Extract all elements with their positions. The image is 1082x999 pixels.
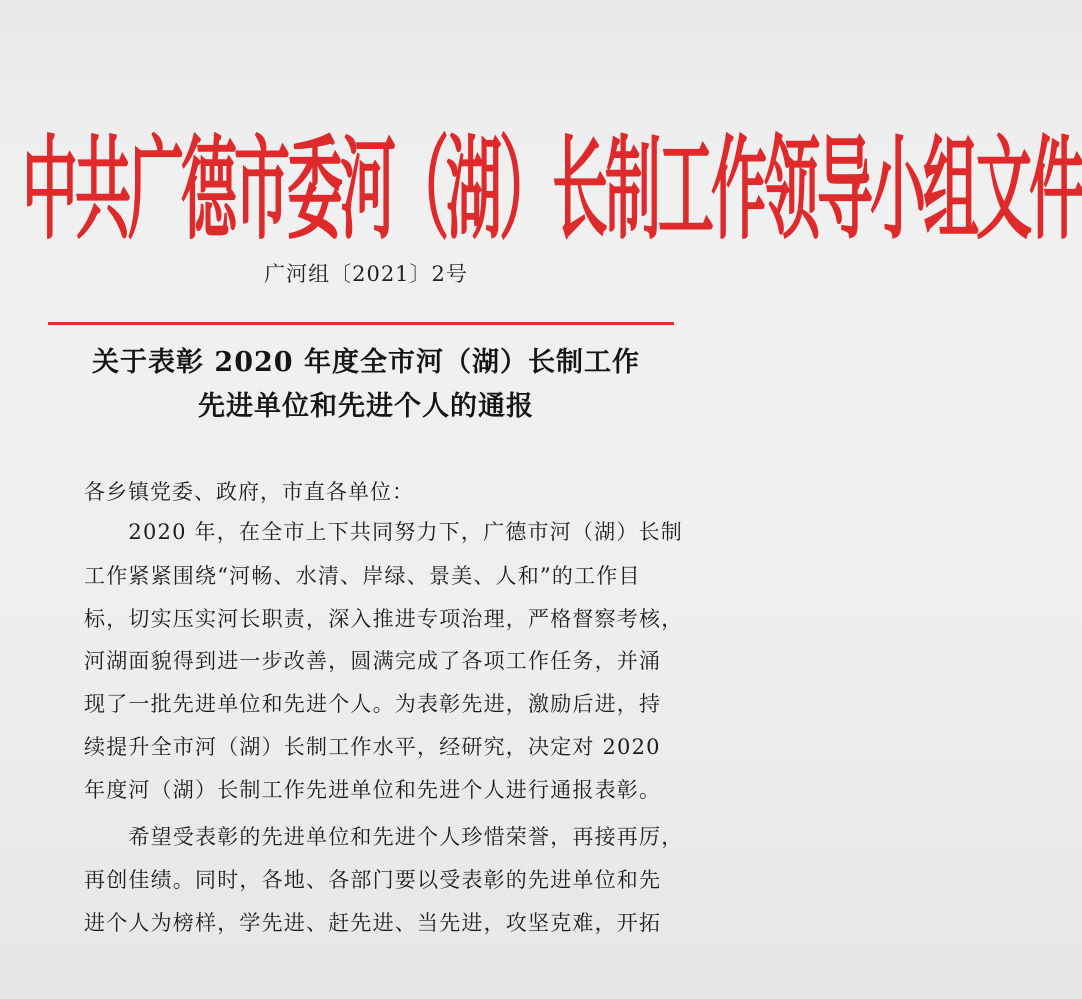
body-line: 进个人为榜样，学先进、赶先进、当先进，攻坚克难，开拓: [84, 911, 662, 935]
document-number: 广河组〔2021〕2号: [264, 262, 468, 286]
issuing-authority-header: 中共广德市委河（湖）长制工作领导小组文件: [22, 126, 1082, 256]
body-line: 年度河（湖）长制工作先进单位和先进个人进行通报表彰。: [84, 778, 662, 802]
notice-title-line-1: 关于表彰 2020 年度全市河（湖）长制工作: [92, 347, 640, 378]
body-line: 标，切实压实河长职责，深入推进专项治理，严格督察考核，: [84, 607, 684, 631]
body-line: 希望受表彰的先进单位和先进个人珍惜荣誉，再接再厉，: [84, 825, 684, 849]
body-line: 2020 年，在全市上下共同努力下，广德市河（湖）长制: [84, 520, 683, 544]
salutation: 各乡镇党委、政府，市直各单位：: [84, 480, 414, 504]
body-line: 现了一批先进单位和先进个人。为表彰先进，激励后进，持: [84, 692, 662, 716]
body-line: 续提升全市河（湖）长制工作水平，经研究，决定对 2020: [84, 735, 661, 759]
body-line: 再创佳绩。同时，各地、各部门要以受表彰的先进单位和先: [84, 868, 662, 892]
notice-title-line-2: 先进单位和先进个人的通报: [198, 391, 534, 422]
red-divider-line: [48, 322, 674, 325]
body-line: 工作紧紧围绕“河畅、水清、岸绿、景美、人和”的工作目: [84, 564, 641, 588]
body-line: 河湖面貌得到进一步改善，圆满完成了各项工作任务，并涌: [84, 649, 662, 673]
